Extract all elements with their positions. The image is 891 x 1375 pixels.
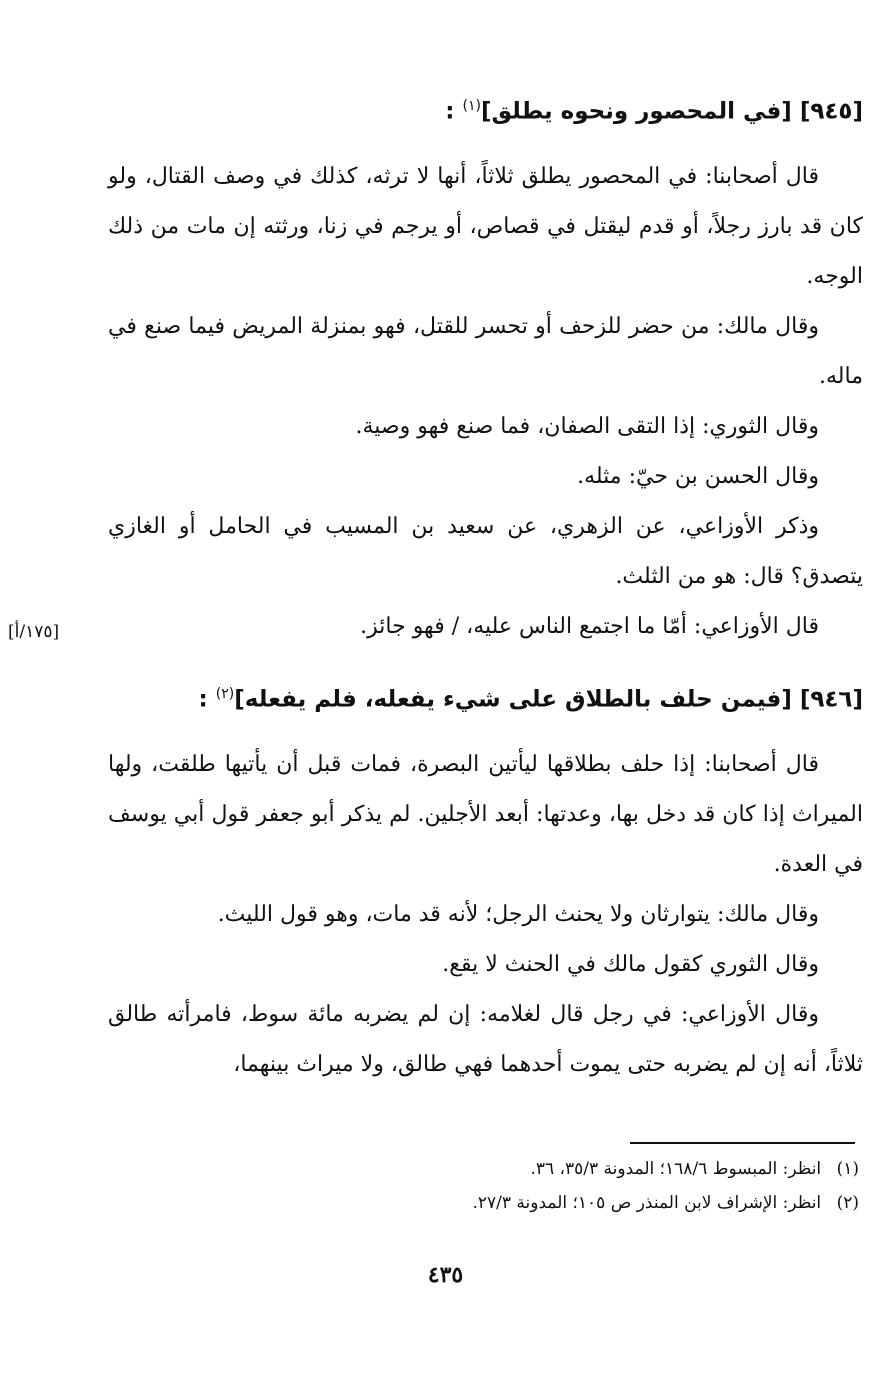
footnote-text: انظر: المبسوط ١٦٨/٦؛ المدونة ٣٥/٣، ٣٦. (530, 1159, 822, 1179)
paragraph: وقال الثوري كقول مالك في الحنث لا يقع. (442, 952, 819, 977)
paragraph: قال أصحابنا: إذا حلف بطلاقها ليأتين البصرة، فمات قبل أن يأتيها طلقت، ولها الميراث إذا كان قد دخل بها، وعدتها: أبعد الأجلين. لم يذكر أبو جعفر قول أبي يوسف في العدة. (108, 752, 863, 877)
manuscript-folio-ref: [١٧٥/أ] (8, 622, 60, 642)
paragraph: قال أصحابنا: في المحصور يطلق ثلاثاً، أنها لا ترثه، كذلك في وصف القتال، ولو كان قد بارز رجلاً، أو قدم ليقتل في قصاص، أو يرجم في زنا، ورثته إن مات من ذلك الوجه. (108, 164, 863, 289)
paragraph: وذكر الأوزاعي، عن الزهري، عن سعيد بن المسيب في الحامل أو الغازي يتصدق؟ قال: هو من الثلث. (108, 514, 863, 589)
section-heading-946 (199, 686, 863, 713)
footnotes (99, 1152, 859, 1220)
paragraph: وقال الأوزاعي: في رجل قال لغلامه: إن لم يضربه مائة سوط، فامرأته طالق ثلاثاً، أنه إن لم يضربه حتى يموت أحدهما فهي طالق، ولا ميراث بينهما، (108, 1002, 863, 1077)
section-body-946 (108, 740, 863, 1090)
paragraph: وقال الحسن بن حيّ: مثله. (577, 464, 819, 489)
heading-colon: : (445, 98, 455, 125)
section-title: [في المحصور ونحوه يطلق] (480, 98, 792, 125)
paragraph: وقال الثوري: إذا التقى الصفان، فما صنع فهو وصية. (355, 414, 819, 439)
footnote-2 (99, 1186, 859, 1220)
section-heading-945 (445, 98, 863, 125)
footnote-1 (99, 1152, 859, 1186)
section-body-945 (108, 152, 863, 652)
section-number: [٩٤٦] (799, 686, 863, 713)
page-number: ٤٣٥ (427, 1262, 464, 1288)
paragraph: وقال مالك: من حضر للزحف أو تحسر للقتل، فهو بمنزلة المريض فيما صنع في ماله. (108, 314, 863, 389)
footnote-marker: (٢) (836, 1193, 859, 1213)
paragraph: قال الأوزاعي: أمّا ما اجتمع الناس عليه، / فهو جائز. (360, 614, 819, 639)
section-title: [فيمن حلف بالطلاق على شيء يفعله، فلم يفعله] (234, 686, 792, 713)
footnote-text: انظر: الإشراف لابن المنذر ص ١٠٥؛ المدونة ٢٧/٣. (472, 1193, 822, 1213)
footnote-marker: (١) (836, 1159, 859, 1179)
section-number: [٩٤٥] (799, 98, 863, 125)
footnote-separator (630, 1142, 855, 1144)
heading-colon: : (198, 686, 208, 713)
paragraph: وقال مالك: يتوارثان ولا يحنث الرجل؛ لأنه قد مات، وهو قول الليث. (217, 902, 819, 927)
footnote-ref: (١) (462, 98, 481, 114)
footnote-ref: (٢) (215, 686, 235, 702)
